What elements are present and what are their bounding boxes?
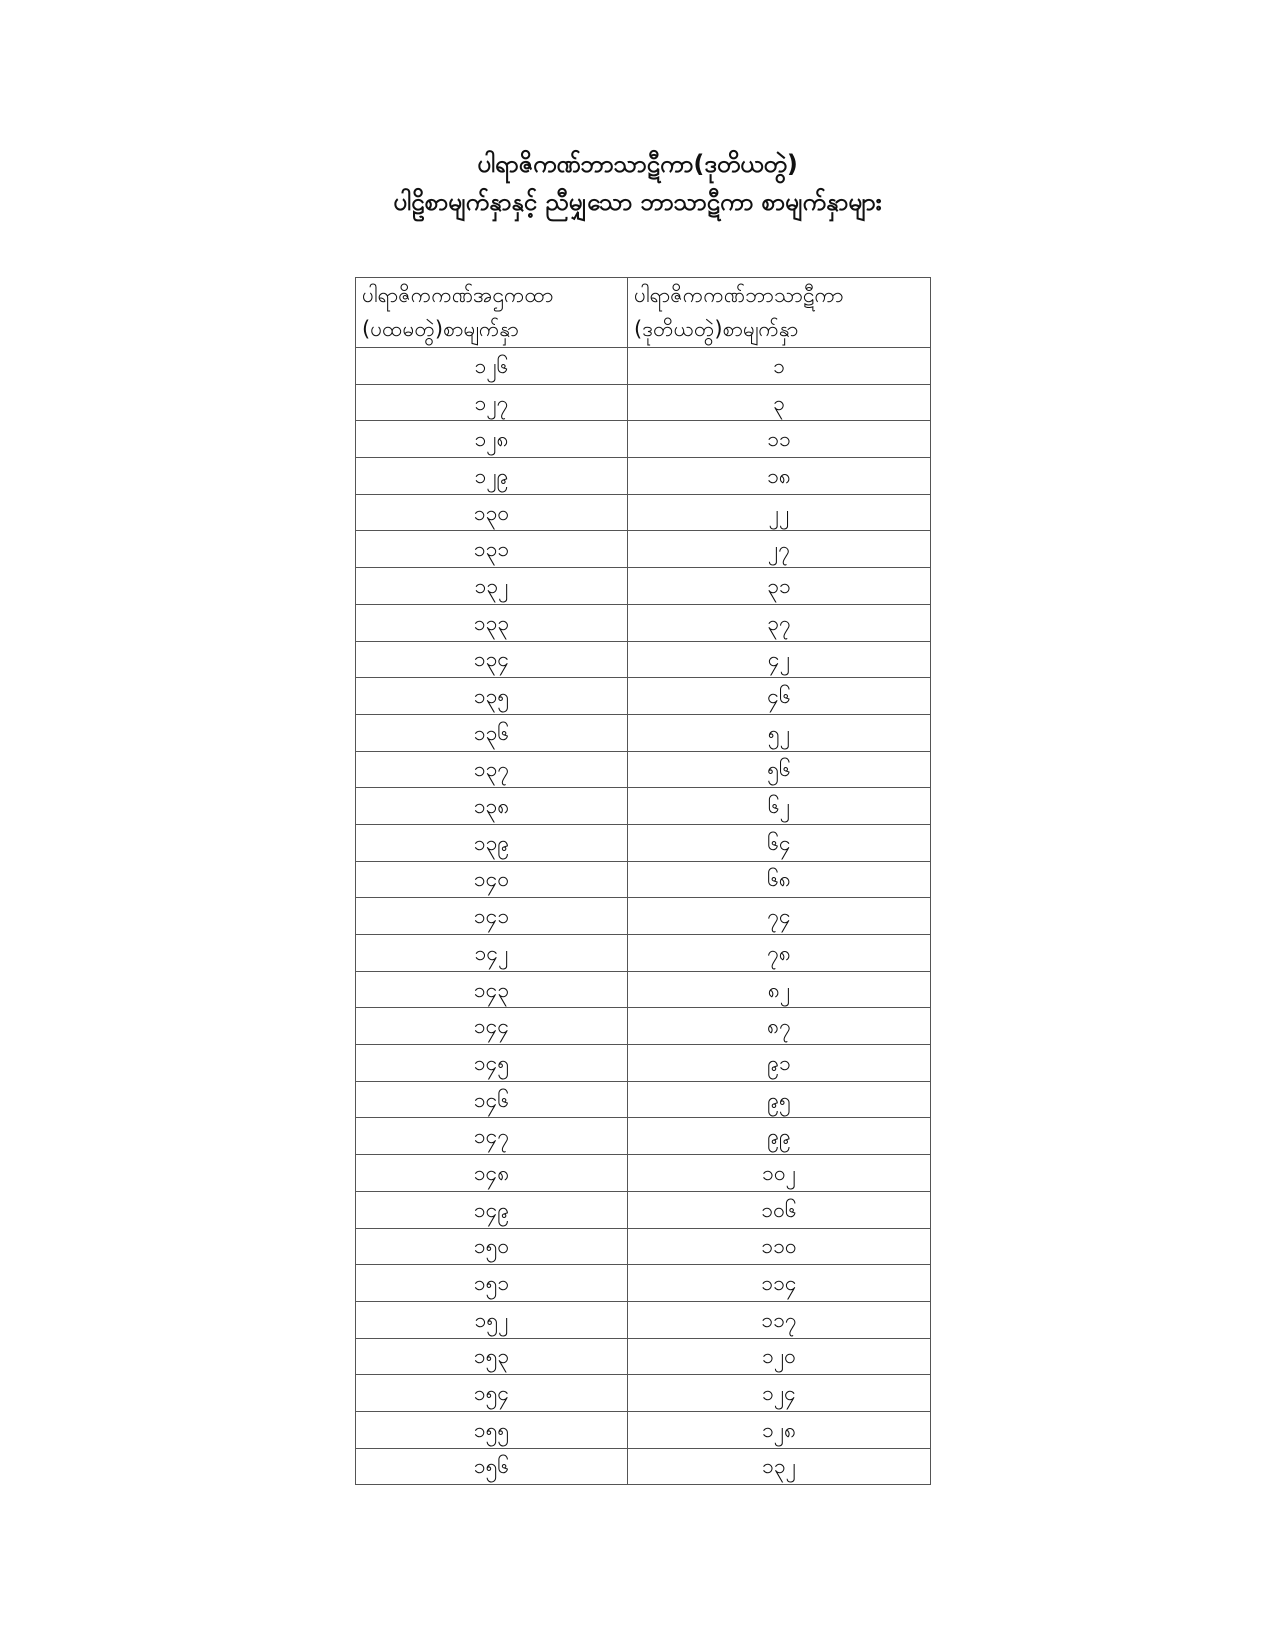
attha-katha-page-cell: ၁၄၁ bbox=[356, 898, 628, 935]
attha-katha-page-cell: ၁၃၅ bbox=[356, 678, 628, 715]
table-row bbox=[356, 1411, 931, 1448]
attha-katha-page-cell: ၁၃၉ bbox=[356, 824, 628, 861]
header-line: ပါရာဇိကကဏ်ဘာသာဋီကာ bbox=[634, 283, 844, 307]
attha-katha-page-cell: ၁၅၀ bbox=[356, 1228, 628, 1265]
table-row bbox=[356, 421, 931, 458]
attha-katha-page-cell: ၁၂၈ bbox=[356, 421, 628, 458]
attha-katha-page-cell: ၁၅၄ bbox=[356, 1375, 628, 1412]
table-row bbox=[356, 861, 931, 898]
attha-katha-page-cell: ၁၃၁ bbox=[356, 531, 628, 568]
bhasa-tika-page-cell: ၃၇ bbox=[628, 604, 931, 641]
bhasa-tika-page-cell: ၇၄ bbox=[628, 898, 931, 935]
attha-katha-page-cell: ၁၂၆ bbox=[356, 348, 628, 385]
bhasa-tika-page-cell: ၁၀၆ bbox=[628, 1191, 931, 1228]
table-row bbox=[356, 1265, 931, 1302]
attha-katha-page-cell: ၁၅၂ bbox=[356, 1301, 628, 1338]
table-row bbox=[356, 531, 931, 568]
table-row bbox=[356, 751, 931, 788]
table-body bbox=[356, 348, 931, 1485]
bhasa-tika-page-cell: ၅၂ bbox=[628, 714, 931, 751]
bhasa-tika-page-cell: ၄၂ bbox=[628, 641, 931, 678]
table-row bbox=[356, 1228, 931, 1265]
attha-katha-page-cell: ၁၃၀ bbox=[356, 494, 628, 531]
page-mapping-table bbox=[355, 277, 931, 1485]
attha-katha-page-cell: ၁၄၃ bbox=[356, 971, 628, 1008]
bhasa-tika-page-cell: ၅၆ bbox=[628, 751, 931, 788]
table-row bbox=[356, 494, 931, 531]
attha-katha-page-cell: ၁၄၅ bbox=[356, 1045, 628, 1082]
attha-katha-page-cell: ၁၅၁ bbox=[356, 1265, 628, 1302]
table-row bbox=[356, 1008, 931, 1045]
bhasa-tika-page-cell: ၆၂ bbox=[628, 788, 931, 825]
bhasa-tika-page-cell: ၈၂ bbox=[628, 971, 931, 1008]
table-row bbox=[356, 1301, 931, 1338]
bhasa-tika-page-cell: ၉၁ bbox=[628, 1045, 931, 1082]
page-header bbox=[0, 145, 1275, 221]
bhasa-tika-page-cell: ၆၄ bbox=[628, 824, 931, 861]
table-row bbox=[356, 384, 931, 421]
attha-katha-page-cell: ၁၄၉ bbox=[356, 1191, 628, 1228]
header-bhasa-tika-pages bbox=[628, 278, 931, 348]
bhasa-tika-page-cell: ၁၁၀ bbox=[628, 1228, 931, 1265]
bhasa-tika-page-cell: ၁ bbox=[628, 348, 931, 385]
header-line: (ပထမတွဲ)စာမျက်နှာ bbox=[362, 317, 519, 341]
bhasa-tika-page-cell: ၇၈ bbox=[628, 935, 931, 972]
attha-katha-page-cell: ၁၅၃ bbox=[356, 1338, 628, 1375]
attha-katha-page-cell: ၁၃၇ bbox=[356, 751, 628, 788]
bhasa-tika-page-cell: ၉၉ bbox=[628, 1118, 931, 1155]
attha-katha-page-cell: ၁၅၆ bbox=[356, 1448, 628, 1485]
bhasa-tika-page-cell: ၃၁ bbox=[628, 568, 931, 605]
header-line: ပါရာဇိကကဏ်အဌကထာ bbox=[362, 283, 554, 307]
table-row bbox=[356, 824, 931, 861]
bhasa-tika-page-cell: ၁၂၄ bbox=[628, 1375, 931, 1412]
attha-katha-page-cell: ၁၃၃ bbox=[356, 604, 628, 641]
table-header-row bbox=[356, 278, 931, 348]
header-attha-katha-pages bbox=[356, 278, 628, 348]
bhasa-tika-page-cell: ၁၈ bbox=[628, 458, 931, 495]
table-row bbox=[356, 1118, 931, 1155]
table-row bbox=[356, 935, 931, 972]
bhasa-tika-page-cell: ၉၅ bbox=[628, 1081, 931, 1118]
table-row bbox=[356, 1191, 931, 1228]
table-row bbox=[356, 1045, 931, 1082]
header-line: (ဒုတိယတွဲ)စာမျက်နှာ bbox=[634, 317, 799, 341]
bhasa-tika-page-cell: ၆၈ bbox=[628, 861, 931, 898]
table-row bbox=[356, 971, 931, 1008]
bhasa-tika-page-cell: ၁၂၀ bbox=[628, 1338, 931, 1375]
table-row bbox=[356, 458, 931, 495]
attha-katha-page-cell: ၁၄၇ bbox=[356, 1118, 628, 1155]
bhasa-tika-page-cell: ၂၂ bbox=[628, 494, 931, 531]
attha-katha-page-cell: ၁၄၂ bbox=[356, 935, 628, 972]
attha-katha-page-cell: ၁၄၆ bbox=[356, 1081, 628, 1118]
bhasa-tika-page-cell: ၈၇ bbox=[628, 1008, 931, 1045]
bhasa-tika-page-cell: ၂၇ bbox=[628, 531, 931, 568]
table-row bbox=[356, 604, 931, 641]
table-row bbox=[356, 348, 931, 385]
bhasa-tika-page-cell: ၁၁ bbox=[628, 421, 931, 458]
attha-katha-page-cell: ၁၅၅ bbox=[356, 1411, 628, 1448]
attha-katha-page-cell: ၁၄၈ bbox=[356, 1155, 628, 1192]
bhasa-tika-page-cell: ၁၃၂ bbox=[628, 1448, 931, 1485]
table-row bbox=[356, 788, 931, 825]
bhasa-tika-page-cell: ၁၁၄ bbox=[628, 1265, 931, 1302]
table-row bbox=[356, 678, 931, 715]
bhasa-tika-page-cell: ၃ bbox=[628, 384, 931, 421]
table-row bbox=[356, 714, 931, 751]
attha-katha-page-cell: ၁၃၄ bbox=[356, 641, 628, 678]
table-row bbox=[356, 1155, 931, 1192]
attha-katha-page-cell: ၁၃၂ bbox=[356, 568, 628, 605]
bhasa-tika-page-cell: ၁၁၇ bbox=[628, 1301, 931, 1338]
attha-katha-page-cell: ၁၃၈ bbox=[356, 788, 628, 825]
attha-katha-page-cell: ၁၃၆ bbox=[356, 714, 628, 751]
table-row bbox=[356, 1375, 931, 1412]
attha-katha-page-cell: ၁၂၉ bbox=[356, 458, 628, 495]
bhasa-tika-page-cell: ၄၆ bbox=[628, 678, 931, 715]
bhasa-tika-page-cell: ၁၂၈ bbox=[628, 1411, 931, 1448]
bhasa-tika-page-cell: ၁၀၂ bbox=[628, 1155, 931, 1192]
document-subtitle: ပါဠိစာမျက်နှာနှင့် ညီမျှသော ဘာသာဋီကာ စာမျက်နှာများ bbox=[393, 188, 882, 216]
table-row bbox=[356, 568, 931, 605]
attha-katha-page-cell: ၁၄၀ bbox=[356, 861, 628, 898]
attha-katha-page-cell: ၁၂၇ bbox=[356, 384, 628, 421]
table-row bbox=[356, 641, 931, 678]
table-row bbox=[356, 1338, 931, 1375]
table-row bbox=[356, 898, 931, 935]
table-row bbox=[356, 1448, 931, 1485]
document-title: ပါရာဇိကဏ်ဘာသာဋီကာ(ဒုတိယတွဲ) bbox=[477, 150, 798, 178]
attha-katha-page-cell: ၁၄၄ bbox=[356, 1008, 628, 1045]
table-row bbox=[356, 1081, 931, 1118]
